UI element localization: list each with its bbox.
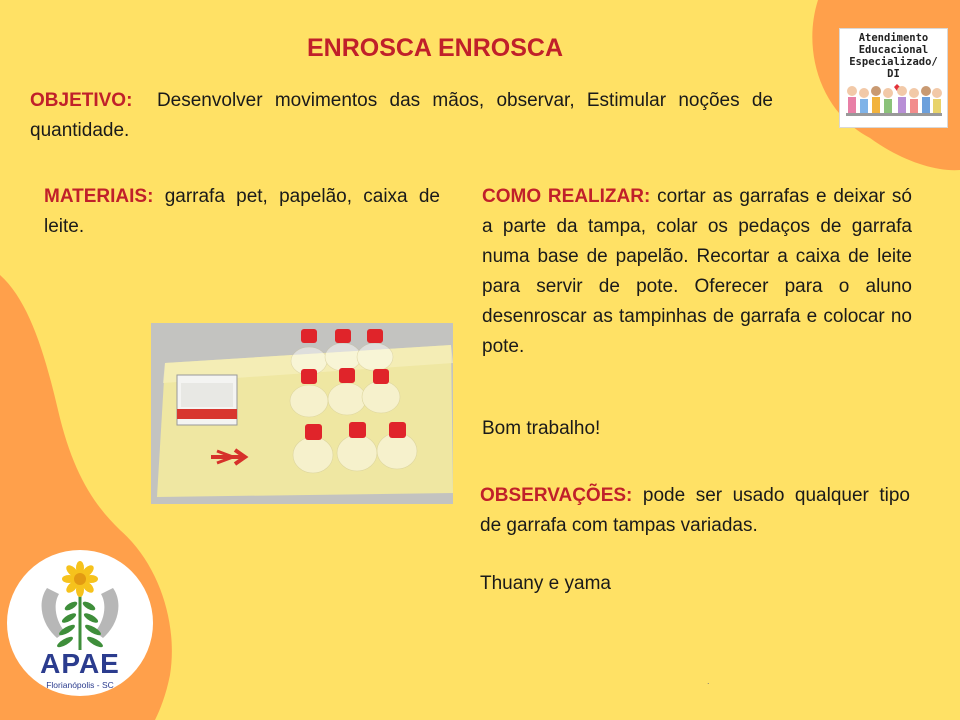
how-to-text: cortar as garrafas e deixar só a parte da tampa, colar os pedaços de garrafa numa base de papelão. Recortar a caixa de leite para servir de pote. Oferecer para o aluno desenroscar as tampinhas de garrafa e colocar no pote. — [482, 186, 912, 357]
logo-city: Florianópolis - SC — [46, 680, 114, 690]
objective-text: Desenvolver movimentos das mãos, observar, Estimular noções de quantidade. — [30, 90, 773, 141]
materials-paragraph — [44, 182, 440, 242]
badge-line-1: Atendimento — [858, 32, 929, 44]
activity-photo — [151, 323, 453, 504]
how-to-label: COMO REALIZAR: — [482, 186, 651, 207]
closing-text: Bom trabalho! — [482, 418, 601, 439]
footer-mark: . — [707, 676, 710, 686]
children-illustration — [844, 81, 943, 123]
badge-text — [840, 32, 947, 80]
observations-paragraph — [480, 481, 910, 541]
flower-hands-icon — [33, 558, 127, 656]
materials-text: garrafa pet, papelão, caixa de leite. — [44, 186, 440, 237]
aee-badge — [839, 28, 948, 128]
badge-line-2: Educacional — [858, 44, 929, 56]
badge-line-3: Especializado/ DI — [849, 56, 938, 80]
objective-paragraph — [30, 86, 773, 146]
observations-text: pode ser usado qualquer tipo de garrafa com tampas variadas. — [480, 485, 910, 536]
authors-text: Thuany e yama — [480, 573, 611, 594]
materials-label: MATERIAIS: — [44, 186, 154, 207]
observations-label: OBSERVAÇÕES: — [480, 485, 633, 506]
how-to-paragraph — [482, 182, 912, 362]
page-title: ENROSCA ENROSCA — [306, 34, 564, 62]
apae-logo — [7, 550, 153, 696]
logo-name: APAE — [40, 648, 120, 679]
objective-label: OBJETIVO: — [30, 90, 133, 111]
